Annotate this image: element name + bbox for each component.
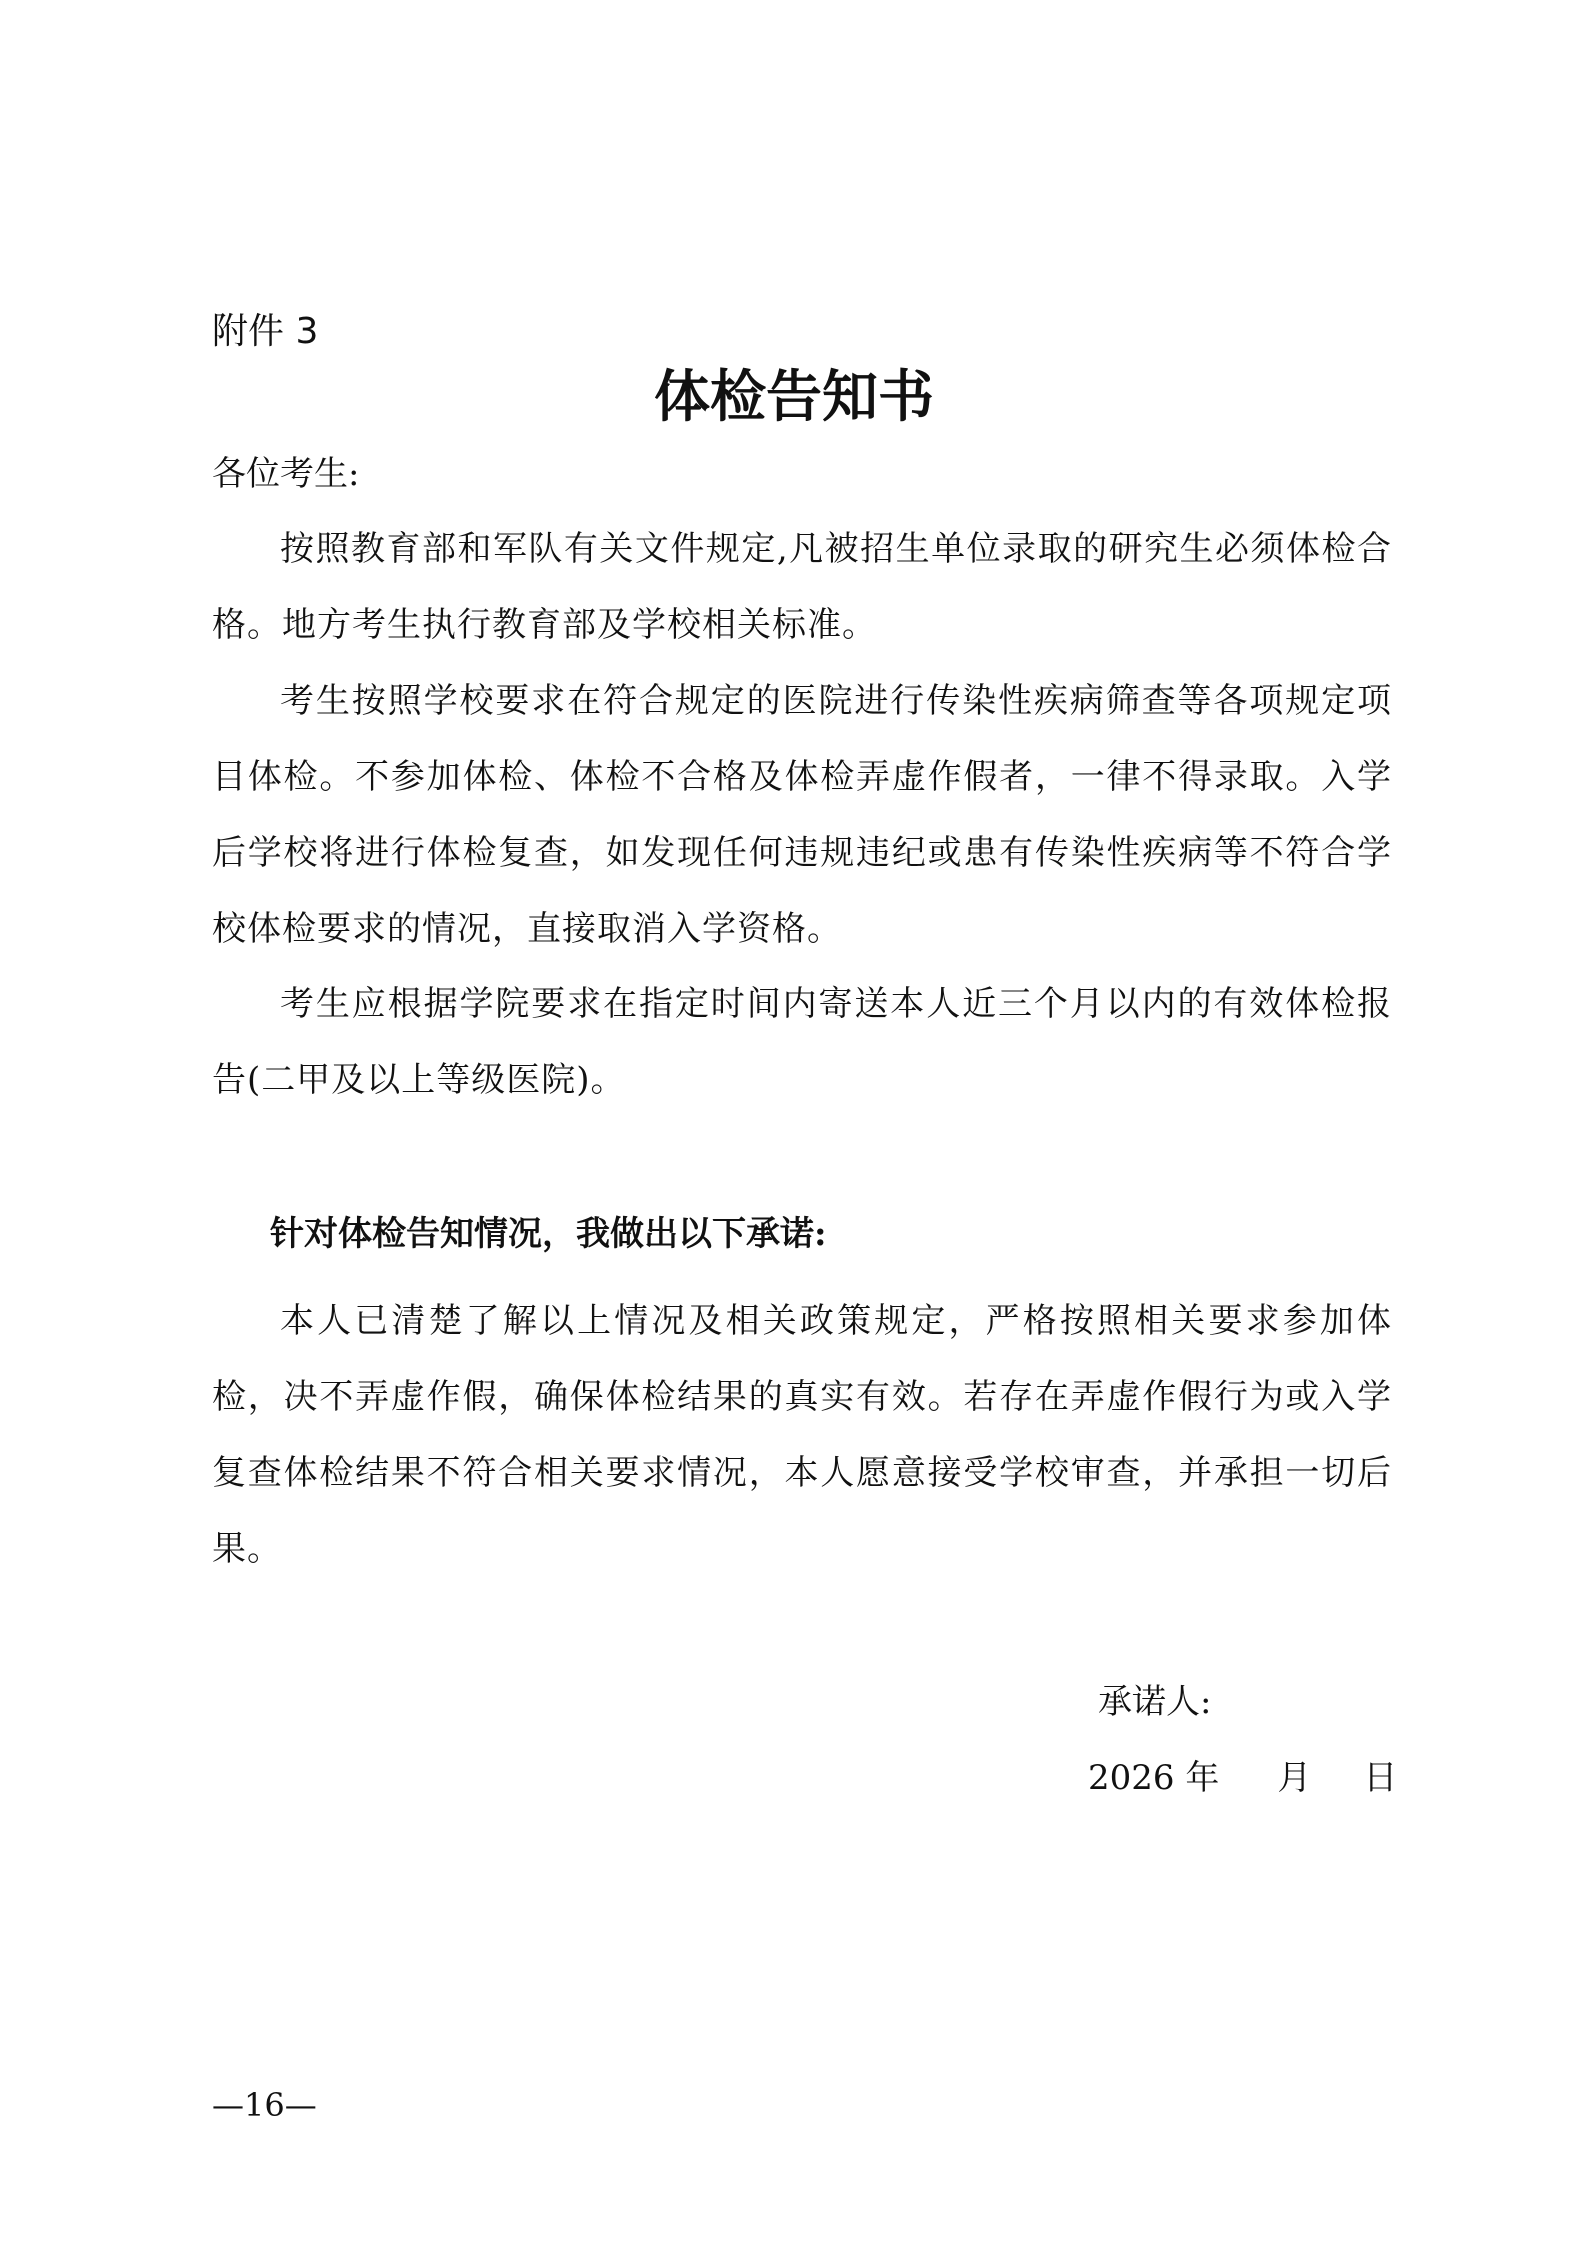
date-day: 日 <box>1363 1758 1398 1798</box>
attachment-label: 附件 3 <box>212 311 319 352</box>
paragraph-1: 按照教育部和军队有关文件规定,凡被招生单位录取的研究生必须体检合格。地方考生执行教育部及学校相关标准。 <box>212 529 1392 645</box>
document-title: 体检告知书 <box>654 365 934 430</box>
date-line <box>1088 1750 1397 1806</box>
pledge-heading: 针对体检告知情况，我做出以下承诺: <box>270 1214 827 1254</box>
salutation: 各位考生: <box>212 454 360 494</box>
page-number: —16— <box>212 2086 317 2124</box>
signer-label: 承诺人: <box>1098 1682 1212 1722</box>
pledge-paragraph: 本人已清楚了解以上情况及相关政策规定，严格按照相关要求参加体检，决不弄虚作假，确保体检结果的真实有效。若存在弄虚作假行为或入学复查体检结果不符合相关要求情况，本人愿意接受学校审查，并承担一切后果。 <box>212 1301 1392 1569</box>
paragraph-3: 考生应根据学院要求在指定时间内寄送本人近三个月以内的有效体检报告(二甲及以上等级医院)。 <box>212 984 1392 1100</box>
date-month: 月 <box>1277 1758 1312 1798</box>
paragraph-2: 考生按照学校要求在符合规定的医院进行传染性疾病筛查等各项规定项目体检。不参加体检、体检不合格及体检弄虚作假者，一律不得录取。入学后学校将进行体检复查，如发现任何违规违纪或患有传染性疾病等不符合学校体检要求的情况，直接取消入学资格。 <box>212 681 1392 949</box>
date-year: 2026 年 <box>1088 1758 1220 1798</box>
